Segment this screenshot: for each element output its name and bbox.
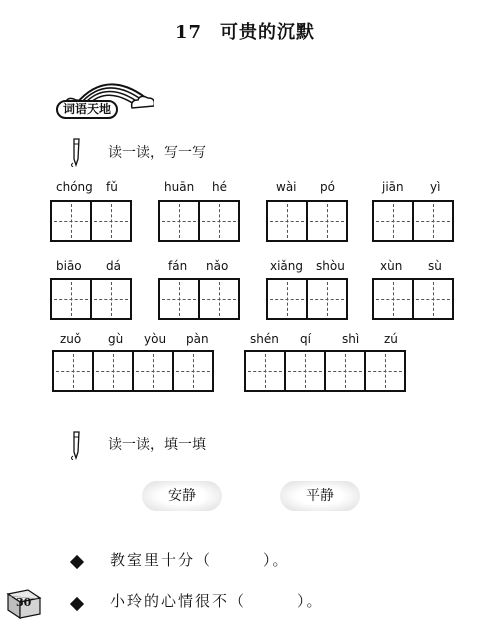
writing-grid[interactable] [52,350,212,392]
writing-cell[interactable] [412,200,454,242]
pinyin-label: biāo [56,259,82,273]
writing-cell[interactable] [372,278,414,320]
exercise1-instruction: 读一读，写一写 [108,145,206,161]
page-number: 30 [16,596,32,609]
writing-grid[interactable] [372,200,452,242]
writing-grid[interactable] [158,200,238,242]
pinyin-label: sù [428,259,442,273]
pinyin-label: pó [320,180,335,194]
pinyin-label: chóng [56,180,93,194]
writing-cell[interactable] [198,278,240,320]
writing-grid[interactable] [50,278,130,320]
writing-cell[interactable] [324,350,366,392]
pinyin-label: huān [164,180,195,194]
writing-grid[interactable] [244,350,404,392]
writing-cell[interactable] [364,350,406,392]
writing-cell[interactable] [266,278,308,320]
pinyin-label: gù [108,332,124,346]
writing-cell[interactable] [132,350,174,392]
pinyin-label: zú [384,332,398,346]
pinyin-label: pàn [186,332,209,346]
pinyin-label: qí [300,332,311,346]
exercise2-instruction: 读一读，填一填 [108,437,206,453]
writing-cell[interactable] [92,350,134,392]
word-option: 安静 [142,481,222,511]
lesson-number: 17 [174,22,203,43]
writing-grid[interactable] [50,200,130,242]
pencil-icon [70,430,82,460]
pinyin-label: shòu [316,259,345,273]
writing-cell[interactable] [90,200,132,242]
pinyin-label: dá [106,259,121,273]
pinyin-label: jiān [382,180,404,194]
writing-cell[interactable] [372,200,414,242]
writing-cell[interactable] [52,350,94,392]
pinyin-label: yì [430,180,441,194]
bullet-icon [70,597,84,611]
writing-cell[interactable] [412,278,454,320]
writing-cell[interactable] [158,200,200,242]
writing-cell[interactable] [266,200,308,242]
pinyin-label: fǔ [106,180,118,194]
writing-grid[interactable] [158,278,238,320]
writing-cell[interactable] [306,200,348,242]
pinyin-label: shì [342,332,360,346]
pencil-icon [70,137,82,167]
pinyin-label: zuǒ [60,332,82,346]
pinyin-label: fán [168,259,188,273]
section-badge: 词语天地 [56,100,118,119]
writing-grid[interactable] [266,278,346,320]
fill-sentence: 教室里十分（ ）。 [110,551,290,569]
writing-cell[interactable] [50,200,92,242]
pinyin-label: xùn [380,259,403,273]
pinyin-label: wài [276,180,297,194]
writing-cell[interactable] [158,278,200,320]
page-title [0,18,490,44]
pinyin-label: hé [212,180,227,194]
pinyin-label: xiǎng [270,259,304,273]
writing-cell[interactable] [284,350,326,392]
writing-cell[interactable] [306,278,348,320]
pinyin-label: yòu [144,332,167,346]
pinyin-label: shén [250,332,279,346]
lesson-title: 可贵的沉默 [220,22,316,43]
pinyin-label: nǎo [206,259,229,273]
writing-grid[interactable] [266,200,346,242]
word-option: 平静 [280,481,360,511]
writing-cell[interactable] [50,278,92,320]
writing-cell[interactable] [172,350,214,392]
fill-sentence: 小玲的心情很不（ ）。 [110,592,324,610]
writing-grid[interactable] [372,278,452,320]
writing-cell[interactable] [198,200,240,242]
writing-cell[interactable] [90,278,132,320]
writing-cell[interactable] [244,350,286,392]
bullet-icon [70,555,84,569]
